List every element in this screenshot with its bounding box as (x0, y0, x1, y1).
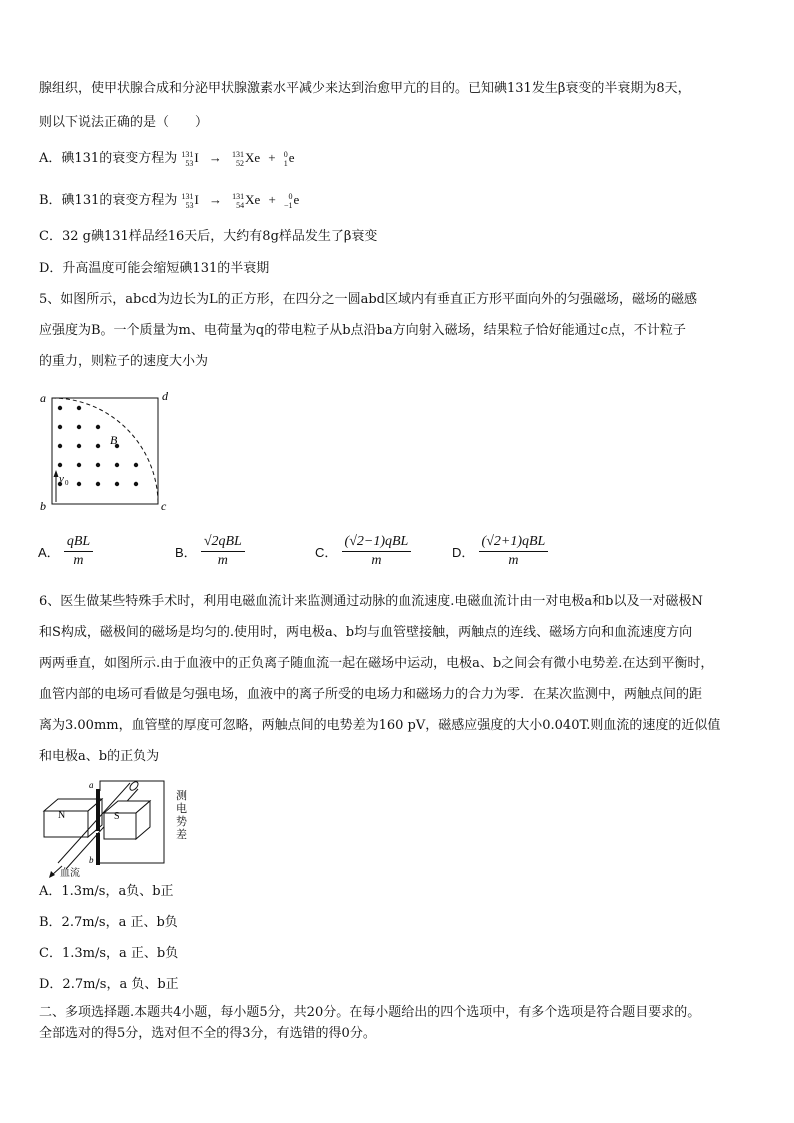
field-dot (77, 463, 81, 467)
q5-choice-c (315, 534, 411, 569)
q5-stem-line-1: 5、如图所示，abcd为边长为L的正方形，在四分之一圆abd区域内有垂直正方形平面向外的匀强磁场，磁场的磁感 (39, 292, 697, 307)
q6-stem-line-3: 两两垂直，如图所示.由于血液中的正负离子随血流一起在磁场中运动，电极a、b之间会有微小电势差.在达到平衡时， (39, 656, 714, 671)
symbol-xe: Xe (245, 192, 261, 207)
q6-option-a: A．1.3m/s，a负、b正 (39, 884, 174, 899)
choice-fraction: $\frac{\text{qBL}}{m}$ (64, 534, 93, 569)
q6-stem-line-1: 6、医生做某些特殊手术时，利用电磁血流计来监测通过动脉的血流速度.电磁血流计由一对电极a和b以及一对磁极N (39, 594, 703, 609)
q6-stem-line-4: 血管内部的电场可看做是匀强电场，血液中的离子所受的电场力和磁场力的合力为零．在某次监测中，两触点间的距 (39, 687, 703, 702)
electrode-b-label: b (89, 855, 94, 865)
nuclide-e: 0 −1 (283, 191, 293, 210)
nuclide-e: 0 1 (283, 149, 288, 168)
plus: + (268, 192, 276, 207)
q4-option-b-text: B．碘131的衰变方程为 (39, 193, 178, 208)
field-dot (58, 406, 62, 410)
nuclide-xe: 131 52 (231, 149, 244, 168)
plus: + (268, 150, 276, 165)
field-dot (58, 425, 62, 429)
q4-option-a (39, 149, 295, 168)
pole-s-label: S (114, 811, 120, 822)
q5-choice-d (452, 534, 548, 569)
q6-side-label: 测 电 势 差 (176, 789, 187, 841)
arrow: → (208, 150, 222, 165)
q4-option-c: C．32 g碘131样品经16天后，大约有8g样品发生了β衰变 (39, 229, 378, 244)
section-2-line-1: 二、多项选择题.本题共4小题，每小题5分，共20分。在每小题给出的四个选项中，有多个选项是符合题目要求的。 (39, 1005, 701, 1020)
field-dot (96, 425, 100, 429)
q4-stem-line-1: 腺组织，使甲状腺合成和分泌甲状腺激素水平减少来达到治愈甲亢的目的。已知碘131发生β衰变的半衰期为8天， (39, 81, 691, 96)
q5-choice-b (175, 534, 245, 569)
pole-n-label: N (58, 810, 66, 821)
velocity-label: v (59, 473, 64, 485)
field-dot (58, 444, 62, 448)
nuclide-i131: 131 53 (181, 149, 194, 168)
corner-d-label: d (162, 389, 168, 403)
field-dot (77, 425, 81, 429)
field-dot (96, 482, 100, 486)
field-dot (115, 463, 119, 467)
arrow: → (209, 192, 222, 207)
q6-option-b: B．2.7m/s，a 正、b负 (39, 915, 178, 930)
field-dot (77, 406, 81, 410)
q6-option-d: D．2.7m/s，a 负、b正 (39, 977, 179, 992)
symbol-i: I (194, 150, 199, 165)
choice-label: C． (315, 545, 338, 560)
corner-c-label: c (161, 499, 167, 513)
q5-choice-a (38, 534, 93, 569)
nuclide-i131: 131 53 (181, 191, 194, 210)
q4-stem-line-2: 则以下说法正确的是（ ） (39, 115, 209, 130)
q5-figure (38, 388, 178, 518)
symbol-i: I (194, 192, 199, 207)
q4-option-d: D．升高温度可能会缩短碘131的半衰期 (39, 261, 270, 276)
velocity-subscript: 0 (65, 479, 69, 487)
q6-flow-label: 血流 (60, 868, 80, 879)
field-dot (96, 444, 100, 448)
field-dot (77, 482, 81, 486)
q6-stem-line-5: 离为3.00mm，血管壁的厚度可忽略，两触点间的电势差为160 pV，磁感应强度的大小0.040T.则血流的速度的近似值 (39, 718, 721, 733)
q6-option-c: C．1.3m/s，a 正、b负 (39, 946, 179, 961)
choice-label: A． (38, 545, 60, 560)
choice-label: D． (452, 545, 475, 560)
section-2-line-2: 全部选对的得5分，选对但不全的得3分，有选错的得0分。 (39, 1026, 376, 1041)
field-dot (134, 482, 138, 486)
field-dot (115, 482, 119, 486)
q4-option-a-text: A．碘131的衰变方程为 (39, 151, 178, 166)
choice-fraction: $\frac{\text{√2qBL}}{m}$ (201, 534, 245, 569)
symbol-e: e (293, 192, 300, 207)
nuclide-xe: 131 54 (232, 191, 245, 210)
q6-stem-line-6: 和电极a、b的正负为 (39, 749, 160, 764)
corner-a-label: a (40, 391, 46, 405)
field-b-label: B (110, 433, 118, 447)
field-dot (134, 463, 138, 467)
electrode-a-label: a (89, 780, 94, 790)
choice-fraction: $\frac{\text{(√2−1)qBL}}{m}$ (342, 534, 412, 569)
field-dot (96, 463, 100, 467)
symbol-e: e (288, 150, 295, 165)
field-dot (77, 444, 81, 448)
q6-stem-line-2: 和S构成，磁极间的磁场是均匀的.使用时，两电极a、b均与血管壁接触，两触点的连线、磁场方向和血流速度方向 (39, 625, 693, 640)
choice-fraction: $\frac{\text{(√2+1)qBL}}{m}$ (479, 534, 549, 569)
symbol-xe: Xe (244, 150, 261, 165)
q5-stem-line-3: 的重力，则粒子的速度大小为 (39, 354, 209, 369)
q4-option-b (39, 191, 299, 210)
corner-b-label: b (40, 499, 46, 513)
q5-stem-line-2: 应强度为B。一个质量为m、电荷量为q的带电粒子从b点沿ba方向射入磁场，结果粒子恰好能通过c点，不计粒子 (39, 323, 686, 338)
choice-label: B． (175, 545, 197, 560)
field-dot (58, 463, 62, 467)
